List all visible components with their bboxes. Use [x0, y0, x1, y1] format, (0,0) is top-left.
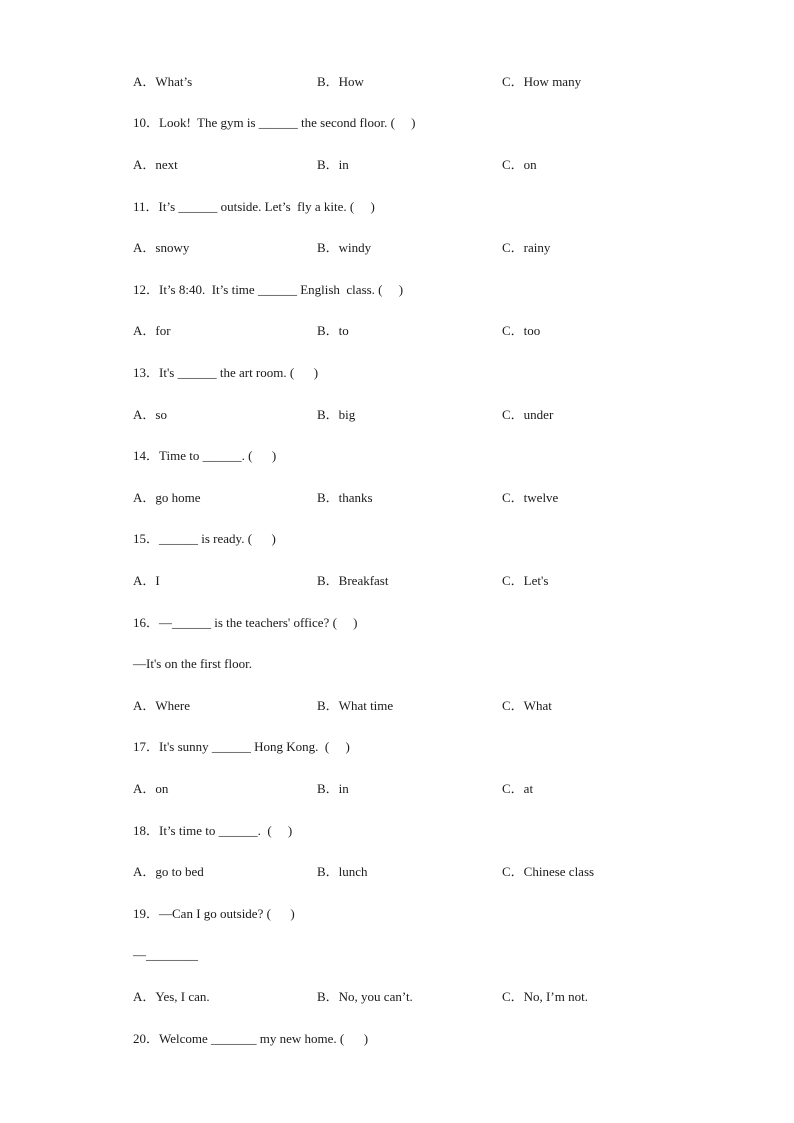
question-10: 10．Look! The gym is ______ the second floor. ( ) — [133, 115, 416, 130]
option-c: C．under — [502, 407, 554, 422]
option-a: A．Yes, I can. — [133, 989, 210, 1004]
option-c: C．No, I’m not. — [502, 989, 588, 1004]
option-c: C．rainy — [502, 240, 551, 255]
option-b: B．thanks — [317, 490, 373, 505]
option-b: B．What time — [317, 698, 394, 713]
option-a: A．next — [133, 157, 178, 172]
option-b: B．How — [317, 74, 364, 89]
question-12: 12．It’s 8:40. It’s time ______ English class. ( ) — [133, 282, 404, 297]
option-a: A．on — [133, 781, 169, 796]
question-17: 17．It's sunny ______ Hong Kong. ( ) — [133, 739, 350, 754]
option-c: C．How many — [502, 74, 582, 89]
question-20: 20．Welcome _______ my new home. ( ) — [133, 1031, 369, 1046]
dialogue-blank: —________ — [133, 947, 198, 962]
option-a: A．go to bed — [133, 864, 204, 879]
option-b: B．windy — [317, 240, 372, 255]
question-13: 13．It's ______ the art room. ( ) — [133, 365, 319, 380]
question-11: 11．It’s ______ outside. Let’s fly a kite. ( ) — [133, 199, 375, 214]
option-a: A．What’s — [133, 74, 193, 89]
option-a: A．snowy — [133, 240, 190, 255]
option-a: A．Where — [133, 698, 191, 713]
option-a: A．so — [133, 407, 167, 422]
question-16: 16．—______ is the teachers' office? ( ) — [133, 615, 358, 630]
option-c: C．on — [502, 157, 537, 172]
option-c: C．Chinese class — [502, 864, 595, 879]
option-b: B．big — [317, 407, 356, 422]
option-a: A．I — [133, 573, 160, 588]
question-15: 15．______ is ready. ( ) — [133, 531, 276, 546]
option-a: A．go home — [133, 490, 201, 505]
option-c: C．Let's — [502, 573, 549, 588]
option-b: B．lunch — [317, 864, 368, 879]
option-a: A．for — [133, 323, 171, 338]
option-c: C．twelve — [502, 490, 559, 505]
option-b: B．in — [317, 157, 349, 172]
question-14: 14．Time to ______. ( ) — [133, 448, 277, 463]
question-19: 19．—Can I go outside? ( ) — [133, 906, 295, 921]
option-b: B．Breakfast — [317, 573, 389, 588]
option-b: B．in — [317, 781, 349, 796]
option-c: C．What — [502, 698, 552, 713]
dialogue-response: —It's on the first floor. — [133, 656, 252, 671]
option-b: B．No, you can’t. — [317, 989, 413, 1004]
option-c: C．too — [502, 323, 541, 338]
question-18: 18．It’s time to ______. ( ) — [133, 823, 293, 838]
option-c: C．at — [502, 781, 534, 796]
option-b: B．to — [317, 323, 349, 338]
